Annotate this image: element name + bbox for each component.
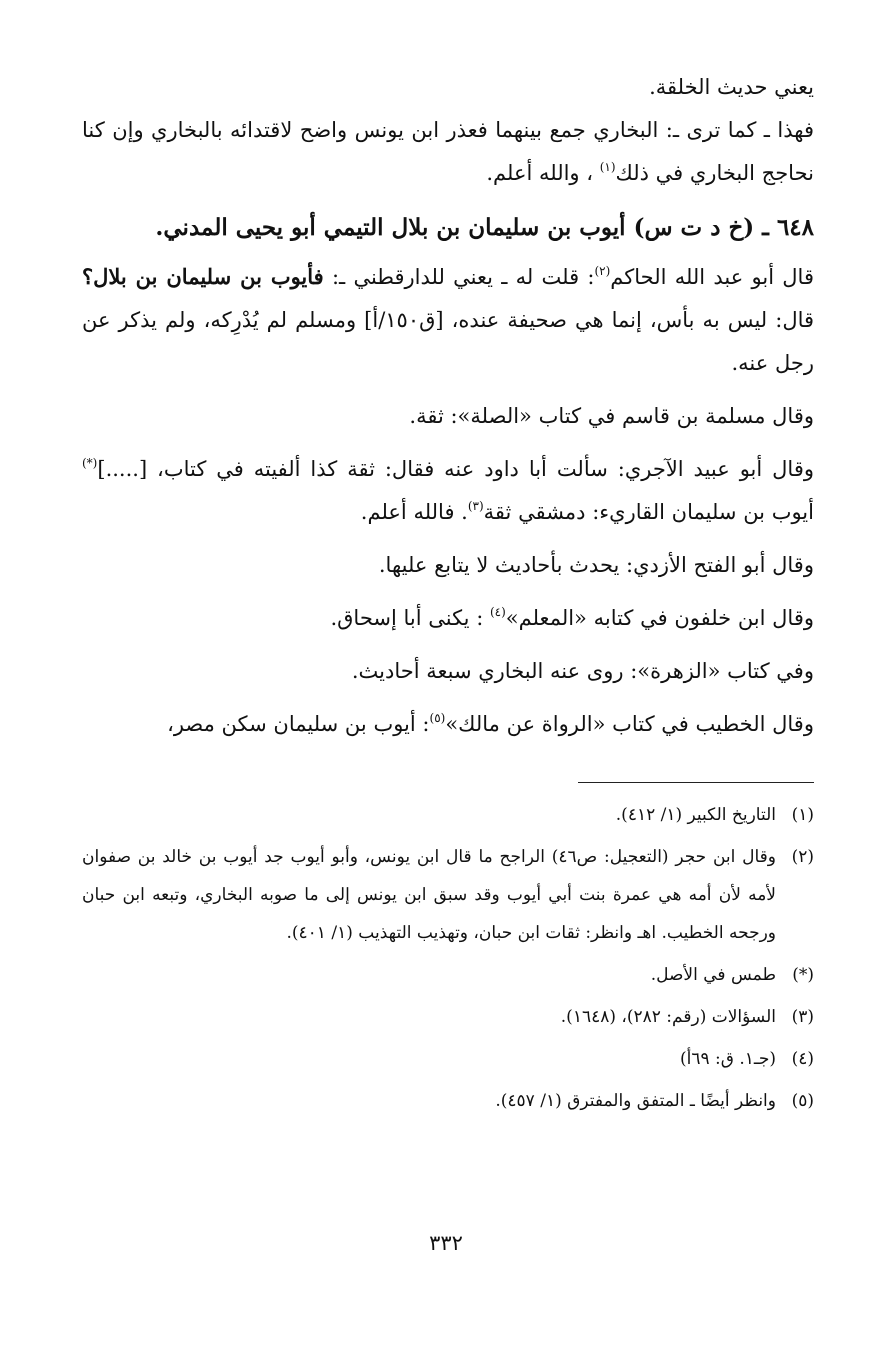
paragraph-2	[82, 109, 814, 195]
paragraph-9-b: : أيوب بن سليمان سكن مصر،	[167, 712, 430, 736]
footnote-item	[82, 1040, 814, 1078]
paragraph-6-text: وقال أبو الفتح الأزدي: يحدث بأحاديث لا يتابع عليها.	[378, 553, 814, 577]
paragraph-5	[82, 448, 814, 534]
paragraph-7	[82, 597, 814, 640]
paragraph-4	[82, 395, 814, 438]
footnote-text: طمس في الأصل.	[650, 965, 776, 985]
footnote-item	[82, 1082, 814, 1120]
paragraph-3-a: قال أبو عبد الله الحاكم	[610, 265, 814, 289]
footnote-text: السؤالات (رقم: ٢٨٢)، (١٦٤٨).	[560, 1007, 776, 1027]
paragraph-3-bold: فأيوب بن سليمان بن بلال؟	[82, 264, 324, 289]
paragraph-3	[82, 255, 814, 385]
paragraph-2-text: فهذا ـ كما ترى ـ: البخاري جمع بينهما فعذر ابن يونس واضح لاقتدائه بالبخاري وإن كنا نحاجج البخاري في ذلك	[82, 118, 814, 185]
footnote-number: (٣)	[791, 1007, 814, 1027]
footnote-number: (٢)	[791, 847, 814, 867]
entry-heading	[82, 205, 814, 251]
paragraph-2-tail: ، والله أعلم.	[486, 161, 600, 185]
paragraph-9-a: وقال الخطيب في كتاب «الرواة عن مالك»	[445, 712, 814, 736]
footnote-text: التاريخ الكبير (١/ ٤١٢).	[615, 805, 776, 825]
entry-heading-text: ٦٤٨ ـ (خ د ت س) أيوب بن سليمان بن بلال التيمي أبو يحيى المدني.	[155, 214, 814, 241]
footnote-number: (٥)	[791, 1091, 814, 1111]
footnote-text: وانظر أيضًا ـ المتفق والمفترق (١/ ٤٥٧).	[495, 1091, 776, 1111]
footnote-item	[82, 998, 814, 1036]
footnote-ref-4: (٤)	[489, 605, 506, 619]
footnote-text: (جـ١. ق: ٦٩أ)	[679, 1049, 776, 1069]
footnote-ref-star: (*)	[82, 456, 98, 470]
footnote-divider	[578, 782, 814, 783]
paragraph-5-b: أيوب بن سليمان القاريء: دمشقي ثقة	[483, 500, 814, 524]
paragraph-1-text: يعني حديث الخلقة.	[649, 75, 814, 99]
paragraph-3-c: قال: ليس به بأس، إنما هي صحيفة عنده، [ق١٥٠/أ] ومسلم لم يُدْرِكه، ولم يذكر عن رجل عنه.	[82, 308, 815, 375]
paragraph-7-b: : يكنى أبا إسحاق.	[330, 606, 490, 630]
paragraph-8-text: وفي كتاب «الزهرة»: روى عنه البخاري سبعة أحاديث.	[351, 659, 814, 683]
main-text	[82, 66, 814, 756]
page-number: ٣٣٢	[429, 1231, 463, 1255]
footnote-ref-5: (٥)	[429, 711, 446, 725]
footnotes	[82, 796, 814, 1124]
footnote-ref-3: (٣)	[467, 499, 484, 513]
footnote-item	[82, 838, 814, 952]
footnote-item	[82, 956, 814, 994]
paragraph-6	[82, 544, 814, 587]
paragraph-9	[82, 703, 814, 746]
footnote-ref-2: (٢)	[594, 264, 611, 278]
paragraph-5-a: وقال أبو عبيد الآجري: سألت أبا داود عنه فقال: ثقة كذا ألفيته في كتاب، [.....]	[97, 457, 814, 481]
footnote-number: (١)	[791, 805, 814, 825]
paragraph-5-c: . فالله أعلم.	[360, 500, 468, 524]
paragraph-3-b: : قلت له ـ يعني للدارقطني ـ:	[323, 265, 595, 289]
paragraph-8	[82, 650, 814, 693]
footnote-number: (*)	[792, 965, 814, 985]
paragraph-4-text: وقال مسلمة بن قاسم في كتاب «الصلة»: ثقة.	[409, 404, 814, 428]
footnote-text: وقال ابن حجر (التعجيل: ص٤٦) الراجح ما قال ابن يونس، وأبو أيوب جد أيوب بن خالد بن صفوان لأمه لأن أمه هي عمرة بنت أبي أيوب وقد سبق ابن يونس إلى ما صوبه البخاري، وتبعه ابن حبان ورجحه الخطيب. اهـ وانظر: ثقات ابن حبان، وتهذيب التهذيب (١/ ٤٠١).	[82, 847, 776, 943]
paragraph-1	[82, 66, 814, 109]
paragraph-7-a: وقال ابن خلفون في كتابه «المعلم»	[505, 606, 814, 630]
footnote-number: (٤)	[791, 1049, 814, 1069]
footnote-ref-1: (١)	[599, 160, 616, 174]
footnote-item	[82, 796, 814, 834]
